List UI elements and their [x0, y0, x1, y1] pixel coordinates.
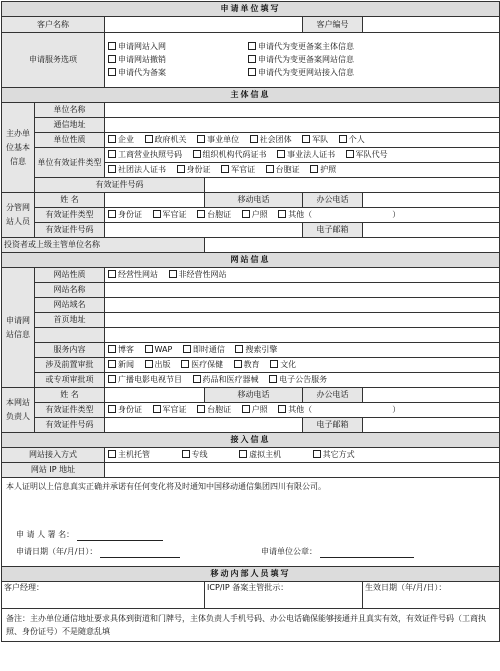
- internal-section-title: 移动内部人员填写: [2, 567, 500, 582]
- owner-cert-option[interactable]: 军官证: [152, 404, 187, 416]
- owner-cert-option[interactable]: 身份证: [107, 404, 142, 416]
- unit-cert-option[interactable]: 护照: [309, 164, 336, 176]
- apply-date-line[interactable]: [100, 557, 180, 558]
- checkbox-icon: [266, 165, 274, 173]
- checkbox-icon: [339, 135, 347, 143]
- checkbox-icon: [197, 210, 205, 218]
- approval-label-line2: 或专项审批项: [35, 373, 105, 388]
- checkbox-icon: [145, 135, 153, 143]
- manager-cert-option[interactable]: 其他（ ）: [277, 209, 400, 221]
- checkbox-icon: [108, 210, 116, 218]
- owner-group-label: 本网站负责人: [2, 388, 35, 433]
- access-section-title: 接入信息: [2, 433, 500, 448]
- checkbox-icon: [108, 270, 116, 278]
- service-content-options: [105, 343, 500, 358]
- service-option[interactable]: 申请网站撤销: [107, 54, 247, 66]
- checkbox-icon: [153, 405, 161, 413]
- unit-nature-options: [105, 133, 500, 148]
- access-method-options: [105, 448, 500, 463]
- unit-nature-option[interactable]: 事业单位: [196, 134, 239, 146]
- manager-office-label: 办公电话: [303, 193, 363, 208]
- empty-label-cell: [35, 328, 105, 343]
- icp-approval-label: ICP/IP 备案主管批示：: [207, 583, 289, 592]
- checkbox-icon: [108, 165, 116, 173]
- checkbox-icon: [239, 450, 247, 458]
- service-content-label: 服务内容: [35, 343, 105, 358]
- declaration-text: 本人证明以上信息真实正确并承诺有任何变化将及时通知中国移动通信集团四川有限公司。: [6, 482, 326, 491]
- manager-email-label: 电子邮箱: [303, 223, 363, 238]
- manager-cert-no-field[interactable]: [105, 223, 303, 238]
- account-manager-cell[interactable]: [2, 582, 205, 609]
- service-option[interactable]: 申请代为备案: [107, 67, 247, 79]
- investor-label: 投资者或上级主管单位名称: [2, 238, 205, 253]
- manager-mobile-label: 移动电话: [205, 193, 303, 208]
- owner-email-label: 电子邮箱: [303, 418, 363, 433]
- checkbox-icon: [221, 165, 229, 173]
- subject-section-title: 主体信息: [2, 88, 500, 103]
- checkbox-icon: [278, 210, 286, 218]
- checkbox-icon: [248, 55, 256, 63]
- checkbox-icon: [108, 150, 116, 158]
- checkbox-icon: [108, 135, 116, 143]
- access-method-option[interactable]: 虚拟主机: [238, 449, 281, 461]
- address-label: 通信地址: [35, 118, 105, 133]
- unit-nature-option[interactable]: 社会团体: [249, 134, 292, 146]
- approval-option[interactable]: 教育: [233, 359, 260, 371]
- checkbox-icon: [270, 360, 278, 368]
- checkbox-icon: [234, 360, 242, 368]
- website-nature-options: [105, 268, 500, 283]
- checkbox-icon: [197, 405, 205, 413]
- unit-cert-option[interactable]: 身份证: [176, 164, 211, 176]
- website-domain-label: 网站域名: [35, 298, 105, 313]
- checkbox-icon: [310, 165, 318, 173]
- icp-approval-cell[interactable]: [205, 582, 363, 609]
- service-content-option[interactable]: 搜索引擎: [234, 344, 277, 356]
- checkbox-icon: [193, 375, 201, 383]
- approval-label-line1: 涉及前置审批: [35, 358, 105, 373]
- website-nature-option[interactable]: 经营性网站: [107, 269, 158, 281]
- extra-field[interactable]: [105, 328, 500, 343]
- checkbox-icon: [302, 135, 310, 143]
- checkbox-icon: [235, 345, 243, 353]
- manager-email-field[interactable]: [363, 223, 500, 238]
- apply-date-label: 申请日期（年/月/日）：: [16, 547, 98, 556]
- owner-cert-no-field[interactable]: [105, 418, 303, 433]
- approval-option[interactable]: 电子公告服务: [268, 374, 327, 386]
- account-manager-label: 客户经理：: [4, 583, 44, 592]
- customer-no-field[interactable]: [363, 17, 500, 33]
- website-domain-field[interactable]: [105, 298, 500, 313]
- checkbox-icon: [197, 135, 205, 143]
- investor-field[interactable]: [205, 238, 500, 253]
- checkbox-icon: [108, 450, 116, 458]
- owner-cert-option[interactable]: 台胞证: [196, 404, 231, 416]
- unit-cert-option[interactable]: 工商营业执照号码: [107, 149, 182, 161]
- unit-nature-option[interactable]: 个人: [338, 134, 365, 146]
- owner-cert-option[interactable]: 户照: [241, 404, 268, 416]
- checkbox-icon: [193, 150, 201, 158]
- seal-label: 申请单位公章：: [261, 547, 318, 556]
- website-name-field[interactable]: [105, 283, 500, 298]
- checkbox-icon: [248, 42, 256, 50]
- checkbox-icon: [242, 210, 250, 218]
- manager-cert-options: [105, 208, 500, 223]
- signer-label: 申 请 人 署 名：: [16, 530, 75, 539]
- checkbox-icon: [108, 345, 116, 353]
- application-form: [1, 1, 499, 669]
- checkbox-icon: [269, 375, 277, 383]
- owner-cert-no-label: 有效证件号码: [35, 418, 105, 433]
- access-method-option[interactable]: 专线: [181, 449, 208, 461]
- approval-options-row1: [105, 358, 500, 373]
- owner-office-field[interactable]: [363, 388, 500, 403]
- unit-cert-option[interactable]: 军官证: [220, 164, 255, 176]
- checkbox-icon: [108, 360, 116, 368]
- homepage-label: 首页地址: [35, 313, 105, 328]
- manager-name-label: 姓 名: [35, 193, 105, 208]
- checkbox-icon: [250, 135, 258, 143]
- address-field[interactable]: [105, 118, 500, 133]
- ip-address-field[interactable]: [105, 463, 500, 478]
- approval-options-row2: [105, 373, 500, 388]
- unit-cert-no-field[interactable]: [205, 178, 500, 193]
- access-method-option[interactable]: 其它方式: [312, 449, 355, 461]
- signer-line[interactable]: [77, 540, 163, 541]
- subject-group-label: 主办单位基本信息: [2, 103, 35, 193]
- checkbox-icon: [145, 345, 153, 353]
- approval-option[interactable]: 广播电影电视节目: [107, 374, 182, 386]
- owner-cert-option[interactable]: 其他（ ）: [277, 404, 400, 416]
- checkbox-icon: [108, 375, 116, 383]
- approval-option[interactable]: 文化: [269, 359, 296, 371]
- unit-cert-option[interactable]: 台胞证: [265, 164, 300, 176]
- homepage-field[interactable]: [105, 313, 500, 328]
- note-cell: 备注：主办单位通信地址要求具体到街道和门牌号，主体负责人手机号码、办公电话确保能够接通并且真实有效，有效证件号码（工商执照、身份证号）不是随意乱填: [2, 609, 500, 642]
- owner-cert-type-label: 有效证件类型: [35, 403, 105, 418]
- manager-office-field[interactable]: [363, 193, 500, 208]
- form-title: 申请单位填写: [2, 2, 500, 17]
- owner-office-label: 办公电话: [303, 388, 363, 403]
- unit-name-label: 单位名称: [35, 103, 105, 118]
- manager-cert-no-label: 有效证件号码: [35, 223, 105, 238]
- checkbox-icon: [183, 345, 191, 353]
- website-group-label: 申请网站信息: [2, 268, 35, 388]
- owner-mobile-label: 移动电话: [205, 388, 303, 403]
- service-option[interactable]: 申请代为变更网站接入信息: [247, 67, 497, 79]
- checkbox-icon: [177, 165, 185, 173]
- website-name-label: 网站名称: [35, 283, 105, 298]
- declaration-block: [2, 478, 500, 567]
- service-option[interactable]: 申请代为变更备案主体信息: [247, 41, 497, 53]
- owner-name-field[interactable]: [105, 388, 205, 403]
- manager-group-label: 分管网站人员: [2, 193, 35, 238]
- checkbox-icon: [313, 450, 321, 458]
- access-method-label: 网站接入方式: [2, 448, 105, 463]
- effective-date-label: 生效日期（年/月/日）：: [365, 583, 447, 592]
- unit-cert-options-row2: [105, 163, 500, 178]
- service-content-option[interactable]: 即时通信: [182, 344, 225, 356]
- unit-cert-options-row1: [105, 148, 500, 163]
- manager-cert-type-label: 有效证件类型: [35, 208, 105, 223]
- unit-cert-option[interactable]: 组织机构代码证书: [192, 149, 267, 161]
- form-table: [1, 1, 500, 642]
- checkbox-icon: [108, 68, 116, 76]
- approval-option[interactable]: 医疗保健: [180, 359, 223, 371]
- customer-name-label: 客户名称: [2, 17, 105, 33]
- checkbox-icon: [278, 405, 286, 413]
- checkbox-icon: [277, 150, 285, 158]
- unit-name-field[interactable]: [105, 103, 500, 118]
- checkbox-icon: [181, 360, 189, 368]
- customer-no-label: 客户编号: [303, 17, 363, 33]
- approval-option[interactable]: 药品和医疗器械: [192, 374, 259, 386]
- unit-cert-label: 单位有效证件类型: [35, 148, 105, 178]
- checkbox-icon: [169, 270, 177, 278]
- unit-cert-no-label: 有效证件号码: [35, 178, 205, 193]
- seal-line[interactable]: [320, 557, 414, 558]
- website-nature-option[interactable]: 非经营性网站: [168, 269, 227, 281]
- owner-name-label: 姓 名: [35, 388, 105, 403]
- unit-cert-option[interactable]: 军队代号: [345, 149, 388, 161]
- manager-cert-option[interactable]: 台胞证: [196, 209, 231, 221]
- checkbox-icon: [248, 68, 256, 76]
- unit-cert-option[interactable]: 社团法人证书: [107, 164, 166, 176]
- service-content-option[interactable]: 博客: [107, 344, 134, 356]
- unit-nature-label: 单位性质: [35, 133, 105, 148]
- customer-name-field[interactable]: [105, 17, 303, 33]
- manager-cert-option[interactable]: 身份证: [107, 209, 142, 221]
- approval-option[interactable]: 出版: [144, 359, 171, 371]
- unit-nature-option[interactable]: 政府机关: [144, 134, 187, 146]
- checkbox-icon: [242, 405, 250, 413]
- service-content-option[interactable]: WAP: [144, 344, 173, 356]
- checkbox-icon: [108, 55, 116, 63]
- checkbox-icon: [108, 405, 116, 413]
- manager-cert-option[interactable]: 军官证: [152, 209, 187, 221]
- access-method-option[interactable]: 主机托管: [107, 449, 150, 461]
- approval-option[interactable]: 新闻: [107, 359, 134, 371]
- checkbox-icon: [145, 360, 153, 368]
- checkbox-icon: [182, 450, 190, 458]
- checkbox-icon: [153, 210, 161, 218]
- unit-nature-option[interactable]: 军队: [301, 134, 328, 146]
- unit-nature-option[interactable]: 企业: [107, 134, 134, 146]
- checkbox-icon: [108, 42, 116, 50]
- effective-date-cell[interactable]: [363, 582, 500, 609]
- service-options: [105, 33, 500, 88]
- manager-name-field[interactable]: [105, 193, 205, 208]
- checkbox-icon: [346, 150, 354, 158]
- manager-cert-option[interactable]: 户照: [241, 209, 268, 221]
- website-section-title: 网站信息: [2, 253, 500, 268]
- service-option[interactable]: 申请代为变更备案网站信息: [247, 54, 497, 66]
- owner-cert-options: [105, 403, 500, 418]
- website-nature-label: 网站性质: [35, 268, 105, 283]
- ip-address-label: 网站 IP 地址: [2, 463, 105, 478]
- owner-email-field[interactable]: [363, 418, 500, 433]
- service-option[interactable]: 申请网站入网: [107, 41, 247, 53]
- unit-cert-option[interactable]: 事业法人证书: [276, 149, 335, 161]
- service-label: 申请服务选项: [2, 33, 105, 88]
